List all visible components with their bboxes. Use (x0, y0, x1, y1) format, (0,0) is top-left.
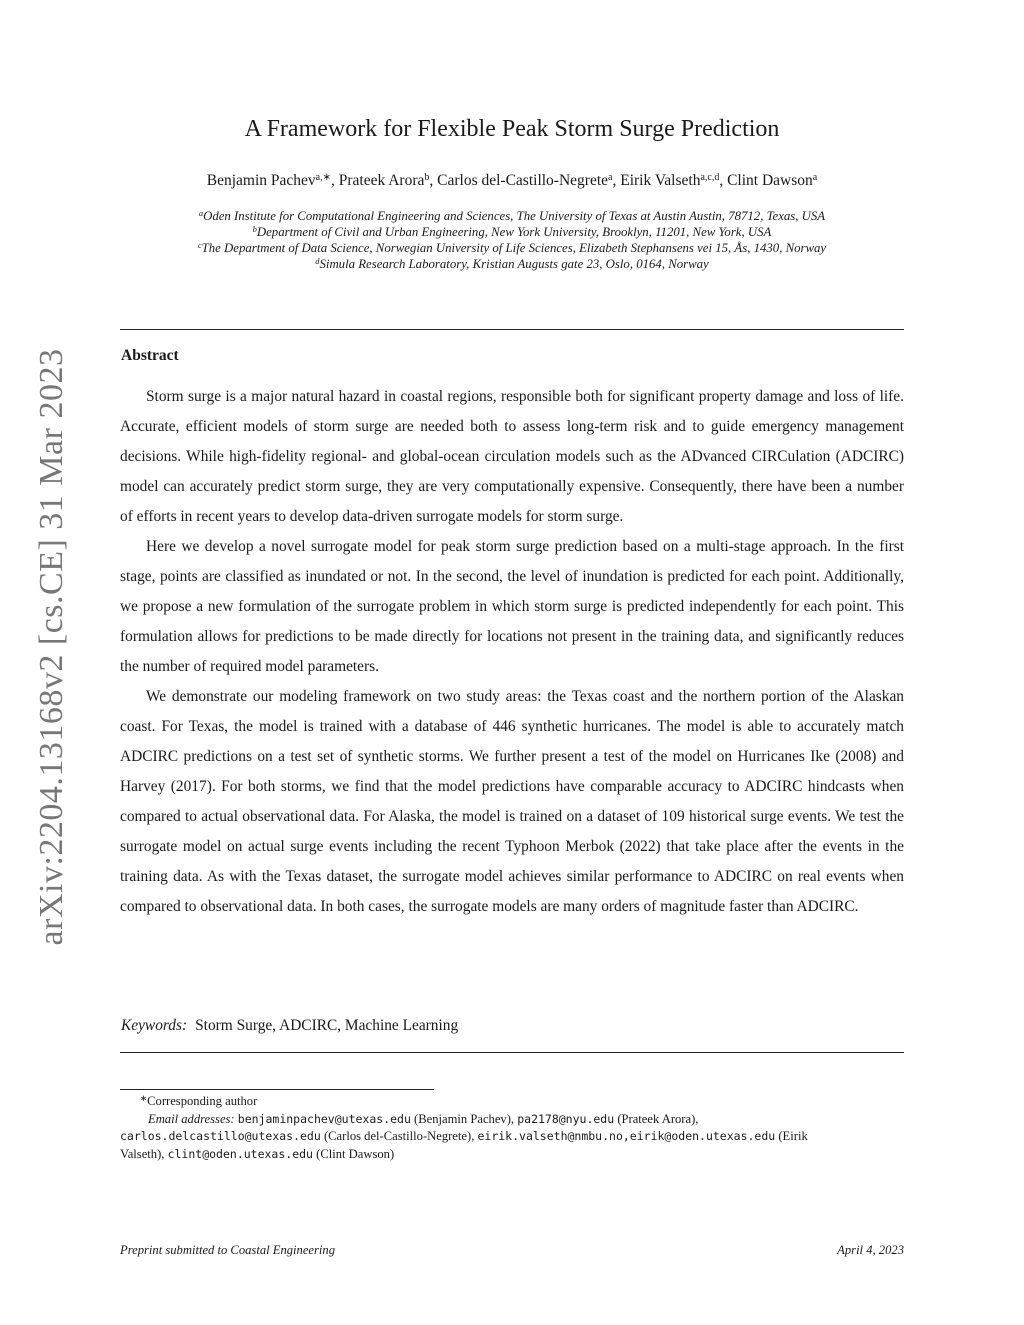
author-separator: , (612, 172, 621, 189)
affiliation (110, 224, 914, 240)
email-owner: (Prateek Arora) (617, 1111, 696, 1126)
footer-date: April 4, 2023 (837, 1243, 904, 1257)
email-link[interactable]: benjaminpachev@utexas.edu (237, 1111, 411, 1126)
footnote-text: Corresponding author (147, 1094, 258, 1108)
arxiv-stamp: arXiv:2204.13168v2 [cs.CE] 31 Mar 2023 (33, 348, 70, 946)
abstract-top-rule (120, 329, 904, 330)
preprint-note: Preprint submitted to Coastal Engineering (120, 1243, 336, 1257)
author-separator: , (429, 172, 438, 189)
corresponding-author-note (120, 1093, 904, 1111)
email-owner: (Benjamin Pachev) (414, 1111, 511, 1126)
keywords-text: Storm Surge, ADCIRC, Machine Learning (195, 1017, 459, 1034)
author-separator: , (330, 172, 339, 189)
email-line: carlos.delcastillo@utexas.edu (Carlos del-Castillo-Negrete), eirik.valseth@nmbu.no,eirik@oden.utexas.edu (Eirik (120, 1129, 808, 1143)
affiliation (110, 240, 914, 256)
email-owner: Valseth) (120, 1146, 162, 1161)
author-affiliation-mark: a (608, 172, 613, 183)
email-link[interactable]: clint@oden.utexas.edu (167, 1146, 313, 1161)
affiliation (110, 256, 914, 272)
author-name: Benjamin Pachev (206, 172, 316, 189)
affiliation (110, 208, 914, 224)
abstract-paragraph: Storm surge is a major natural hazard in coastal regions, responsible both for significant property damage and loss of life. Accurate, efficient models of storm surge are needed both to assess long-term risk and to guide emergency management decisions. While high-fidelity regional- and global-ocean circulation models such as the ADvanced CIRCulation (ADCIRC) model can accurately predict storm surge, they are very computationally expensive. Consequently, there have been a number of efforts in recent years to develop data-driven surrogate models for storm surge. (120, 388, 904, 525)
affiliation-text: The Department of Data Science, Norwegian University of Life Sciences, Elizabeth Stephansens vei 15, Ås, 1430, Norway (201, 241, 827, 255)
email-label: Email addresses: (148, 1111, 235, 1126)
author-name: Carlos del-Castillo-Negrete (437, 172, 609, 189)
author-name: Eirik Valseth (620, 172, 701, 189)
email-line: Email addresses: benjaminpachev@utexas.edu (Benjamin Pachev), pa2178@nyu.edu (Prateek Arora), (148, 1111, 699, 1126)
author-affiliation-mark: a,∗ (315, 172, 331, 183)
abstract-body (120, 382, 904, 922)
affiliation-text: Oden Institute for Computational Engineering and Sciences, The University of Texas at Austin Austin, 78712, Texas, USA (203, 209, 826, 223)
affiliation-mark: d (315, 256, 320, 266)
abstract-bottom-rule (120, 1052, 904, 1053)
email-line: Valseth), clint@oden.utexas.edu (Clint Dawson) (120, 1146, 395, 1161)
affiliation-text: Department of Civil and Urban Engineering, New York University, Brooklyn, 11201, New York, USA (256, 225, 772, 239)
affiliation-mark: a (198, 208, 204, 218)
email-link[interactable]: pa2178@nyu.edu (517, 1111, 615, 1126)
author-separator: , (719, 172, 728, 189)
email-owner: (Clint Dawson) (316, 1146, 395, 1161)
affiliation-list (110, 208, 914, 272)
author-affiliation-mark: a (812, 172, 818, 183)
author-list (120, 172, 904, 190)
affiliation-mark: b (252, 224, 257, 234)
affiliation-mark: c (197, 240, 202, 250)
email-link[interactable]: eirik.valseth@nmbu.no,eirik@oden.utexas.edu (477, 1129, 776, 1143)
author-name: Clint Dawson (727, 172, 813, 189)
footnote-mark: ∗ (140, 1093, 148, 1103)
abstract-paragraph: We demonstrate our modeling framework on two study areas: the Texas coast and the northern portion of the Alaskan coast. For Texas, the model is trained with a database of 446 synthetic hurricanes. The model is able to accurately match ADCIRC predictions on a test set of synthetic storms. We further present a test of the model on Hurricanes Ike (2008) and Harvey (2017). For both storms, we find that the model predictions have comparable accuracy to ADCIRC hindcasts when compared to actual observational data. For Alaska, the model is trained on a dataset of 109 historical surge events. We test the surrogate model on actual surge events including the recent Typhoon Merbok (2022) that take place after the events in the training data. As with the Texas dataset, the surrogate model achieves similar performance to ADCIRC on real events when compared to observational data. In both cases, the surrogate models are many orders of magnitude faster than ADCIRC. (120, 688, 904, 915)
author-name: Prateek Arora (338, 172, 425, 189)
footnote-rule (120, 1089, 434, 1090)
abstract-paragraph: Here we develop a novel surrogate model for peak storm surge prediction based on a multi-stage approach. In the first stage, points are classified as inundated or not. In the second, the level of inundation is predicted for each point. Additionally, we propose a new formulation of the surrogate problem in which storm surge is predicted independently for each point. This formulation allows for predictions to be made directly for locations not present in the training data, and significantly reduces the number of required model parameters. (120, 538, 904, 675)
author-affiliation-mark: b (424, 172, 430, 183)
abstract-heading: Abstract (121, 347, 179, 364)
affiliation-text: Simula Research Laboratory, Kristian Augusts gate 23, Oslo, 0164, Norway (319, 257, 709, 271)
author-affiliation-mark: a,c,d (700, 172, 720, 183)
keywords-label: Keywords: (121, 1017, 188, 1034)
keywords (121, 1017, 458, 1035)
paper-title: A Framework for Flexible Peak Storm Surge Prediction (244, 116, 780, 142)
email-owner: (Carlos del-Castillo-Negrete) (323, 1129, 472, 1143)
footnotes (120, 1093, 904, 1163)
email-owner: (Eirik (778, 1129, 808, 1143)
email-link[interactable]: carlos.delcastillo@utexas.edu (120, 1129, 321, 1143)
